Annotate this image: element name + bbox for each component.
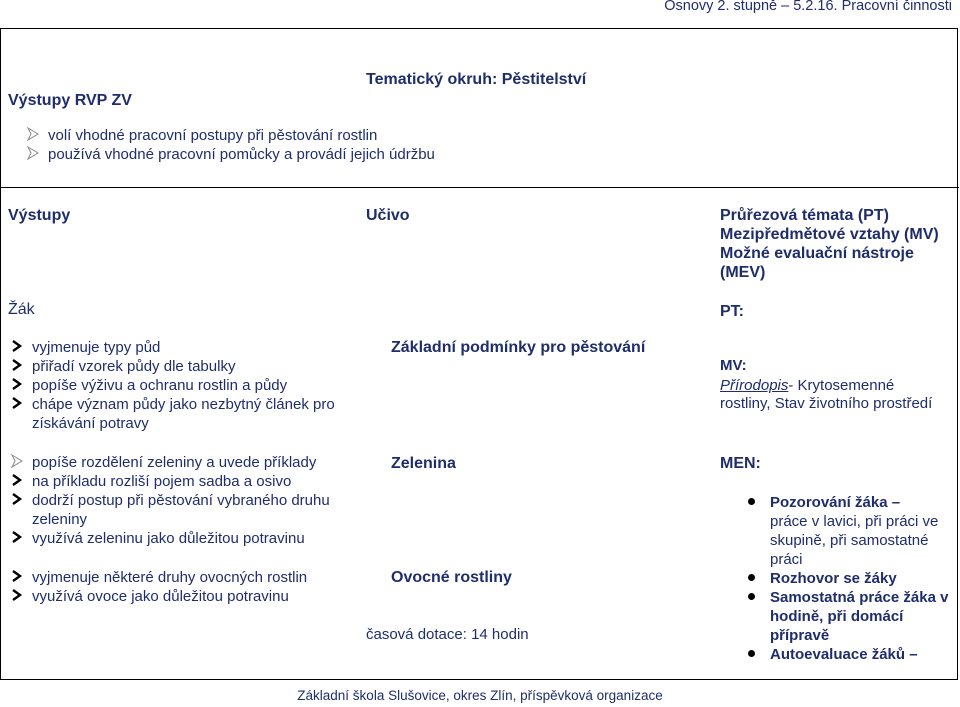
list-item [720, 645, 955, 664]
rvp-item-text: používá vhodné pracovní pomůcky a provádí jejich údržbu [48, 146, 435, 163]
outcome-text: využívá ovoce jako důležitou potravinu [32, 588, 289, 605]
list-item [24, 145, 435, 164]
outcome-text: popíše rozdělení zeleniny a uvede příklady [32, 454, 317, 471]
list-item [8, 491, 353, 529]
rvp-item-text: volí vhodné pracovní postupy při pěstování rostlin [48, 127, 378, 144]
bullet-icon [748, 593, 755, 600]
pt-label: PT: [720, 303, 744, 320]
list-item [8, 568, 353, 587]
curriculum-table [0, 28, 958, 680]
outline-arrow-icon [26, 127, 40, 141]
outline-arrow-icon [26, 146, 40, 160]
bullet-icon [748, 650, 755, 657]
outcomes-group-1 [8, 338, 348, 433]
mev-header-line: Možné evaluační nástroje (MEV) [720, 245, 914, 281]
outcomes-group-2 [8, 453, 353, 548]
arrow-icon [10, 358, 24, 372]
mv-subject-link[interactable]: Přírodopis [720, 377, 789, 394]
list-item [720, 588, 955, 645]
outcome-text: využívá zeleninu jako důležitou potravinu [32, 530, 305, 547]
rvp-label: Výstupy RVP ZV [8, 92, 132, 109]
outcome-text: chápe význam půdy jako nezbytný článek pro získávání potravy [32, 396, 335, 432]
arrow-icon [10, 377, 24, 391]
col-header-ucivo: Učivo [366, 207, 410, 224]
list-item [8, 453, 353, 472]
footer: Základní škola Slušovice, okres Zlín, příspěvková organizace [297, 688, 663, 703]
table-divider [1, 187, 959, 188]
running-header: Osnovy 2. stupně – 5.2.16. Pracovní činnosti [664, 0, 952, 14]
list-item [8, 472, 353, 491]
pt-header-line: Průřezová témata (PT) [720, 207, 889, 224]
list-item [720, 493, 955, 569]
list-item [8, 529, 353, 548]
arrow-icon [10, 569, 24, 583]
outcome-text: na příkladu rozliší pojem sadba a osivo [32, 473, 292, 490]
topic-title: Tematický okruh: Pěstitelství [366, 71, 587, 88]
list-item [8, 395, 348, 433]
list-item [8, 357, 348, 376]
men-label: MEN: [720, 455, 761, 472]
arrow-icon [10, 492, 24, 506]
mev-item-title: Autoevaluace žáků – [770, 646, 918, 663]
outline-arrow-icon [10, 454, 24, 468]
mev-item-detail: práce v lavici, při práci ve skupině, při samostatné práci [770, 513, 939, 568]
list-item [8, 587, 353, 606]
mv-text-block [720, 377, 935, 413]
bullet-icon [748, 574, 755, 581]
rvp-list [24, 126, 435, 164]
mev-item-title: Samostatná práce žáka v hodině, při domácí přípravě [770, 589, 949, 644]
outcomes-group-3 [8, 568, 353, 606]
arrow-icon [10, 396, 24, 410]
mv-text: - Krytosemenné rostliny, Stav životního prostředí [720, 377, 933, 412]
evaluation-tools-list [720, 493, 955, 664]
outcome-text: dodrží postup při pěstování vybraného druhu zeleniny [32, 492, 330, 528]
list-item [8, 338, 348, 357]
ucivo-group-2: Zelenina [391, 455, 456, 472]
outcome-text: popíše výživu a ochranu rostlin a půdy [32, 377, 288, 394]
arrow-icon [10, 588, 24, 602]
time-allocation: časová dotace: 14 hodin [366, 626, 529, 643]
arrow-icon [10, 473, 24, 487]
outcome-text: vyjmenuje některé druhy ovocných rostlin [32, 569, 308, 586]
zak-label: Žák [8, 301, 35, 318]
mev-item-title: Rozhovor se žáky [770, 570, 897, 587]
list-item [24, 126, 435, 145]
list-item [720, 569, 955, 588]
bullet-icon [748, 498, 755, 505]
ucivo-group-3: Ovocné rostliny [391, 569, 512, 586]
outcome-text: vyjmenuje typy půd [32, 339, 161, 356]
col-header-vystupy: Výstupy [8, 207, 71, 224]
mv-header-line: Mezipředmětové vztahy (MV) [720, 226, 939, 243]
col-header-pt [720, 206, 945, 282]
arrow-icon [10, 339, 24, 353]
mv-label: MV: [720, 357, 747, 374]
mev-item-title: Pozorování žáka – [770, 494, 901, 511]
outcome-text: přiřadí vzorek půdy dle tabulky [32, 358, 236, 375]
list-item [8, 376, 348, 395]
ucivo-group-1: Základní podmínky pro pěstování [391, 339, 646, 356]
arrow-icon [10, 530, 24, 544]
